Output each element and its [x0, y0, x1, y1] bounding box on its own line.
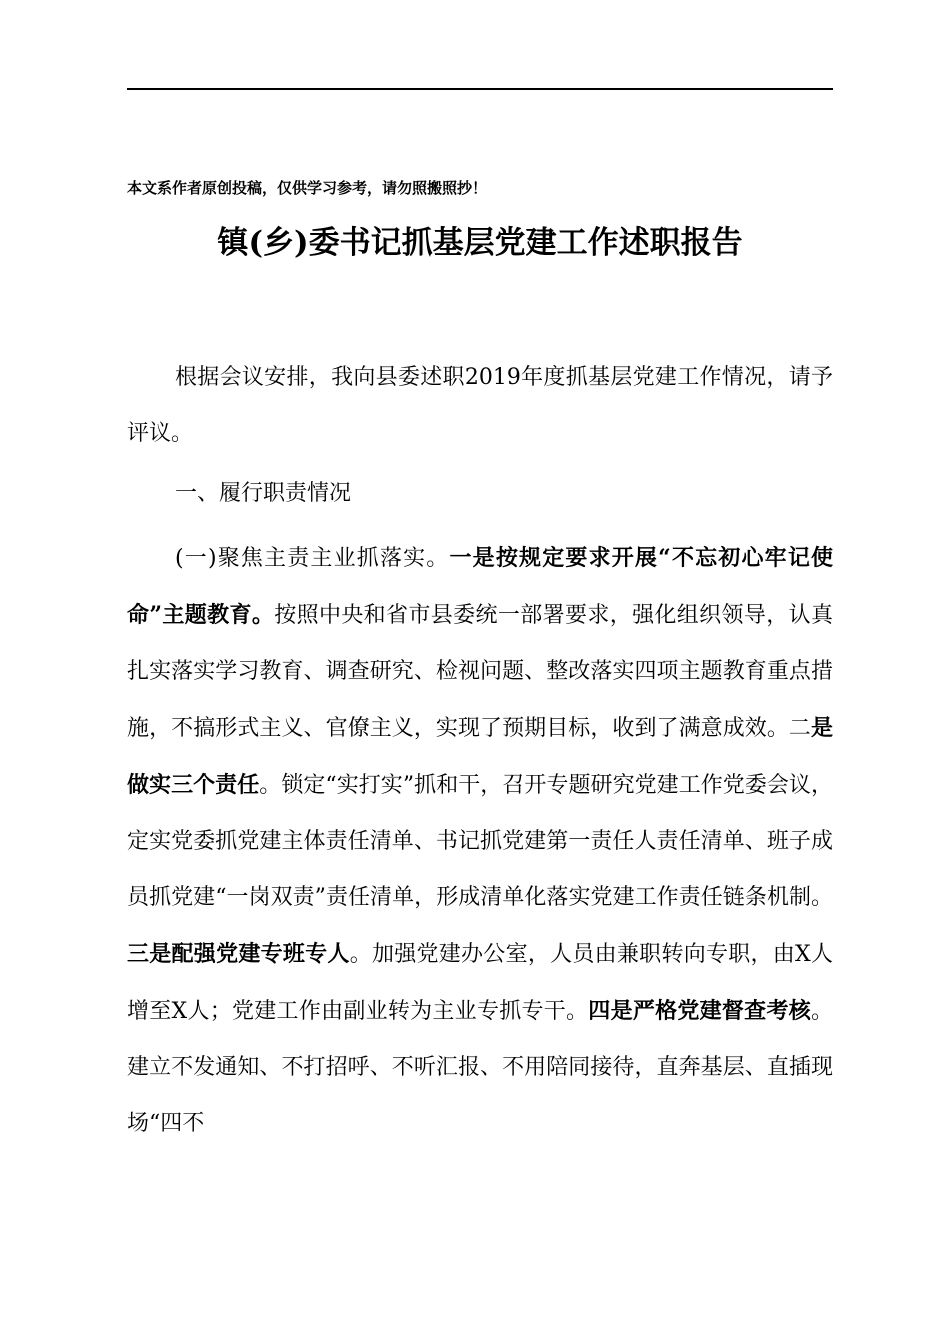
paragraph-text-4: 。建立不发通知、不打招呼、不听汇报、不用陪同接待，直奔基层、直插现场“四不 — [127, 999, 833, 1136]
intro-paragraph: 根据会议安排，我向县委述职2019年度抓基层党建工作情况，请予评议。 — [127, 365, 833, 446]
paragraph-lead: (一)聚焦主责主业抓落实。 — [175, 546, 450, 571]
main-paragraph — [127, 530, 833, 1152]
section-heading: 一、履行职责情况 — [175, 481, 352, 506]
copyright-notice: 本文系作者原创投稿，仅供学习参考，请勿照搬照抄！ — [127, 179, 488, 197]
paragraph-text-2: 。锁定“实打实”抓和干，召开专题研究党建工作党委会议，定实党委抓党建主体责任清单、书记抓党建第一责任人责任清单、班子成员抓党建“一岗双责”责任清单，形成清单化落实党建工作责任链条机制。 — [127, 773, 833, 910]
document-title: 镇(乡)委书记抓基层党建工作述职报告 — [217, 225, 743, 261]
paragraph-text-1: 按照中央和省市县委统一部署要求，强化组织领导，认真扎实落实学习教育、调查研究、检视问题、整改落实四项主题教育重点措施，不搞形式主义、官僚主义，实现了预期目标，收到了满意成效。二 — [127, 603, 833, 741]
bold-point-1: 一是按规定要求开展“不忘初心牢记使命”主题教育。 — [127, 545, 834, 628]
bold-point-3: 三是配强党建专班专人 — [127, 941, 350, 967]
bold-point-2: 是做实三个责任 — [127, 715, 833, 798]
header-rule — [127, 88, 833, 90]
paragraph-text-3: 。加强党建办公室，人员由兼职转向专职，由X人增至X人；党建工作由副业转为主业专抓专干。 — [127, 942, 833, 1024]
bold-point-4: 四是严格党建督查考核 — [588, 998, 811, 1024]
